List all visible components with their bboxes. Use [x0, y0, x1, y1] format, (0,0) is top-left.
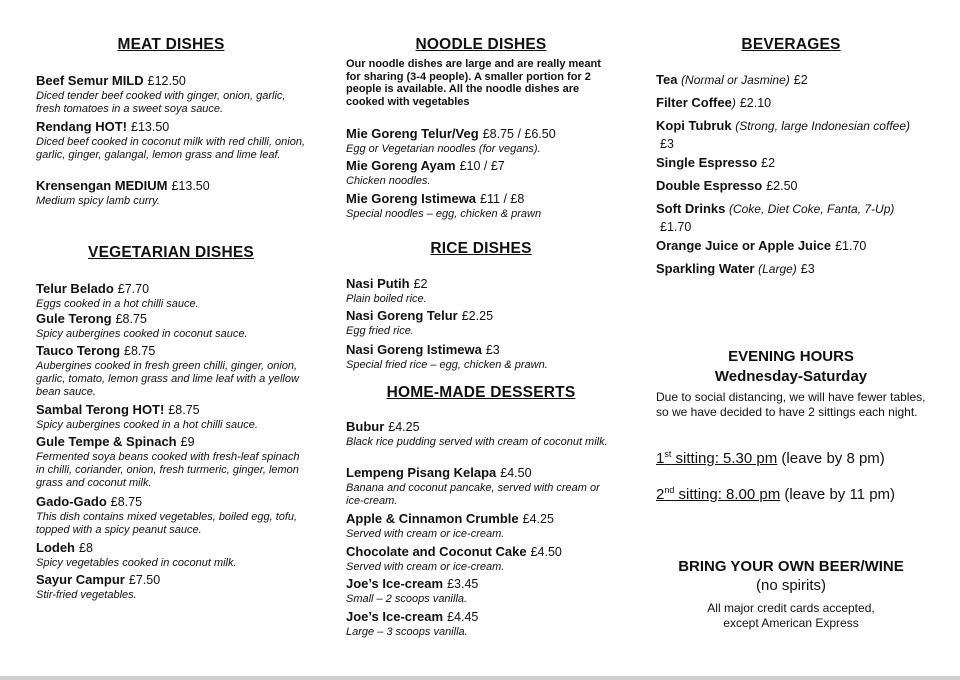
item-description: Aubergines cooked in fresh green chilli, ginger, onion, garlic, tomato, lemon grass and lime leaf with a yellow bean sauce.: [36, 360, 299, 398]
item-name: Filter Coffee: [656, 95, 732, 110]
item-name: Mie Goreng Telur/Veg: [346, 126, 479, 141]
item-price: £3: [800, 262, 815, 276]
item-price: £9: [180, 435, 195, 449]
item-price: £7.50: [128, 573, 161, 587]
menu-item: [346, 464, 616, 508]
item-name: Sayur Campur: [36, 572, 125, 587]
menu-item: [36, 493, 306, 537]
menu-item: [36, 280, 306, 311]
menu-item: [346, 125, 616, 156]
menu-item: [346, 157, 616, 188]
credit-cards-line-1: All major credit cards accepted,: [707, 601, 875, 615]
item-price: £8.75: [115, 312, 147, 326]
menu-item: [346, 190, 616, 221]
page-bottom-edge: [0, 676, 960, 680]
item-name: Kopi Tubruk: [656, 118, 732, 133]
menu-item: [346, 275, 616, 306]
first-sitting: [656, 449, 926, 467]
vegetarian-dishes-heading: VEGETARIAN DISHES: [88, 244, 254, 261]
item-note: (Strong, large Indonesian coffee): [735, 119, 910, 133]
item-description: Medium spicy lamb curry.: [36, 195, 160, 207]
menu-item: [36, 571, 306, 602]
byo-subtitle: (no spirits): [755, 577, 826, 594]
item-description: This dish contains mixed vegetables, boiled egg, tofu, topped with a spicy peanut sauce.: [36, 511, 298, 536]
item-description: Served with cream or ice-cream.: [346, 528, 505, 540]
item-description: Egg fried rice.: [346, 325, 414, 337]
item-name: Mie Goreng Istimewa: [346, 191, 477, 206]
item-name: Sparkling Water: [656, 261, 755, 276]
beverages-heading: BEVERAGES: [741, 36, 841, 53]
item-price: £8: [79, 541, 93, 555]
item-description: Served with cream or ice-cream.: [346, 561, 505, 573]
menu-item: [346, 510, 616, 541]
item-description: Diced beef cooked in coconut milk with red chilli, onion, garlic, ginger, galangal, lemon grass and lime leaf.: [36, 136, 306, 161]
menu-item: [36, 118, 306, 162]
item-name: Nasi Goreng Telur: [346, 308, 458, 323]
menu-item: [346, 575, 616, 606]
menu-item: [346, 341, 616, 372]
item-name: Gule Tempe & Spinach: [36, 434, 177, 449]
item-price: £8.75: [110, 495, 143, 509]
item-name: Rendang HOT!: [36, 119, 127, 134]
meat-dishes-heading: MEAT DISHES: [117, 36, 225, 53]
item-name: Gado-Gado: [36, 494, 107, 509]
item-price: £2.10: [739, 96, 772, 110]
byo-title: BRING YOUR OWN BEER/WINE: [678, 558, 904, 575]
desserts-heading: HOME-MADE DESSERTS: [386, 384, 576, 401]
second-sitting-leave: (leave by 11 pm): [784, 486, 896, 503]
item-price: £4.25: [388, 420, 420, 434]
item-name: Single Espresso: [656, 155, 758, 170]
item-name: Nasi Putih: [346, 276, 410, 291]
item-price: £11 / £8: [480, 192, 525, 206]
item-description: Plain boiled rice.: [346, 293, 427, 305]
item-note: (Coke, Diet Coke, Fanta, 7-Up): [728, 202, 895, 216]
item-description: Small – 2 scoops vanilla.: [346, 593, 468, 605]
item-name: Sambal Terong HOT!: [36, 402, 165, 417]
item-price: £10 / £7: [459, 159, 505, 173]
second-sitting-time: 2nd sitting: 8.00 pm: [656, 485, 781, 503]
item-name: Joe’s Ice-cream: [346, 609, 444, 624]
item-name: Telur Belado: [36, 281, 114, 296]
item-description: Special noodles – egg, chicken & prawn: [346, 208, 542, 220]
item-price: £4.50: [530, 545, 562, 559]
menu-item: [36, 342, 306, 399]
item-name: Lempeng Pisang Kelapa: [346, 465, 497, 480]
item-description: Spicy aubergines cooked in a hot chilli sauce.: [36, 419, 258, 431]
beverage-item: [656, 237, 926, 255]
beverage-item: [656, 260, 926, 278]
menu-item: [346, 543, 616, 574]
noodle-dishes-heading: NOODLE DISHES: [415, 36, 547, 53]
item-name: Beef Semur MILD: [36, 73, 144, 88]
beverage-item: [656, 94, 926, 112]
item-name: Orange Juice or Apple Juice: [656, 238, 832, 253]
first-sitting-time: 1st sitting: 5.30 pm: [656, 449, 778, 467]
item-price: £13.50: [171, 179, 210, 193]
item-price: £4.25: [522, 512, 554, 526]
evening-hours-text: Due to social distancing, we will have fewer tables, so we have decided to have 2 sittings each night.: [656, 390, 926, 419]
item-name: Joe’s Ice-cream: [346, 576, 444, 591]
item-note: (Normal or Jasmine): [681, 73, 790, 87]
item-name: Soft Drinks: [656, 201, 726, 216]
menu-item: [346, 307, 616, 338]
credit-cards-line-2: except American Express: [723, 616, 859, 630]
item-name: Tea: [656, 72, 678, 87]
menu-item: [36, 401, 306, 432]
item-price: £4.50: [500, 466, 532, 480]
item-description: Eggs cooked in a hot chilli sauce.: [36, 298, 199, 310]
item-name: Double Espresso: [656, 178, 763, 193]
item-price: £2.50: [766, 179, 798, 193]
item-description: Special fried rice – egg, chicken & prawn.: [346, 359, 548, 371]
item-description: Stir-fried vegetables.: [36, 589, 137, 601]
item-name: Chocolate and Coconut Cake: [346, 544, 527, 559]
item-name: Gule Terong: [36, 311, 112, 326]
item-price: £8.75: [124, 344, 156, 358]
item-description: Spicy vegetables cooked in coconut milk.: [36, 557, 237, 569]
item-description: Spicy aubergines cooked in coconut sauce.: [36, 328, 248, 340]
evening-hours-title: EVENING HOURS: [728, 348, 854, 365]
item-price: £7.70: [117, 282, 150, 296]
noodle-intro: Our noodle dishes are large and are really meant for sharing (3-4 people). A smaller portion for 2 people is available. All the noodle dishes are cooked with vegetables: [346, 58, 601, 108]
item-description: Banana and coconut pancake, served with cream or ice-cream.: [346, 482, 600, 507]
menu-item: [36, 177, 306, 208]
item-price: £3.45: [447, 577, 479, 591]
item-price: £4.45: [447, 610, 479, 624]
item-name: Nasi Goreng Istimewa: [346, 342, 482, 357]
menu-item: [36, 539, 306, 570]
item-name: Bubur: [346, 419, 385, 434]
item-price: £3: [660, 137, 674, 151]
item-description: Large – 3 scoops vanilla.: [346, 626, 468, 638]
evening-hours-days: Wednesday-Saturday: [714, 368, 868, 385]
menu-item: [346, 418, 616, 449]
item-price: £1.70: [660, 220, 692, 234]
item-price: £2: [793, 73, 808, 87]
item-description: Black rice pudding served with cream of coconut milk.: [346, 436, 608, 448]
item-price: £2: [761, 156, 776, 170]
item-price: £8.75: [168, 403, 200, 417]
item-note: (Large): [758, 262, 797, 276]
beverage-item: [656, 200, 926, 236]
item-price: £8.75 / £6.50: [482, 127, 556, 141]
item-name: Apple & Cinnamon Crumble: [346, 511, 519, 526]
menu-item: [36, 310, 306, 341]
menu-item: [346, 608, 616, 639]
beverage-item: [656, 71, 926, 89]
item-note: ): [731, 96, 736, 110]
item-price: £13.50: [131, 120, 170, 134]
menu-item: [36, 433, 306, 490]
item-price: £3: [485, 343, 500, 357]
item-price: £12.50: [147, 74, 186, 88]
beverage-item: [656, 177, 926, 195]
item-name: Tauco Terong: [36, 343, 121, 358]
item-price: £1.70: [835, 239, 867, 253]
menu-item: [36, 72, 306, 116]
rice-dishes-heading: RICE DISHES: [430, 240, 532, 257]
item-description: Diced tender beef cooked with ginger, onion, garlic, fresh tomatoes in a sweet soya sauce.: [36, 90, 286, 115]
second-sitting: [656, 485, 926, 503]
first-sitting-leave: (leave by 8 pm): [781, 450, 885, 467]
item-description: Egg or Vegetarian noodles (for vegans).: [346, 143, 541, 155]
item-description: Chicken noodles.: [346, 175, 431, 187]
beverage-item: [656, 117, 926, 153]
item-description: Fermented soya beans cooked with fresh-leaf spinach in chilli, coriander, onion, fresh turmeric, ginger, lemon grass and coconut milk.: [36, 451, 300, 489]
item-price: £2.25: [461, 309, 494, 323]
beverage-item: [656, 154, 926, 172]
item-name: Mie Goreng Ayam: [346, 158, 456, 173]
item-name: Krensengan MEDIUM: [36, 178, 168, 193]
item-name: Lodeh: [36, 540, 75, 555]
item-price: £2: [413, 277, 428, 291]
